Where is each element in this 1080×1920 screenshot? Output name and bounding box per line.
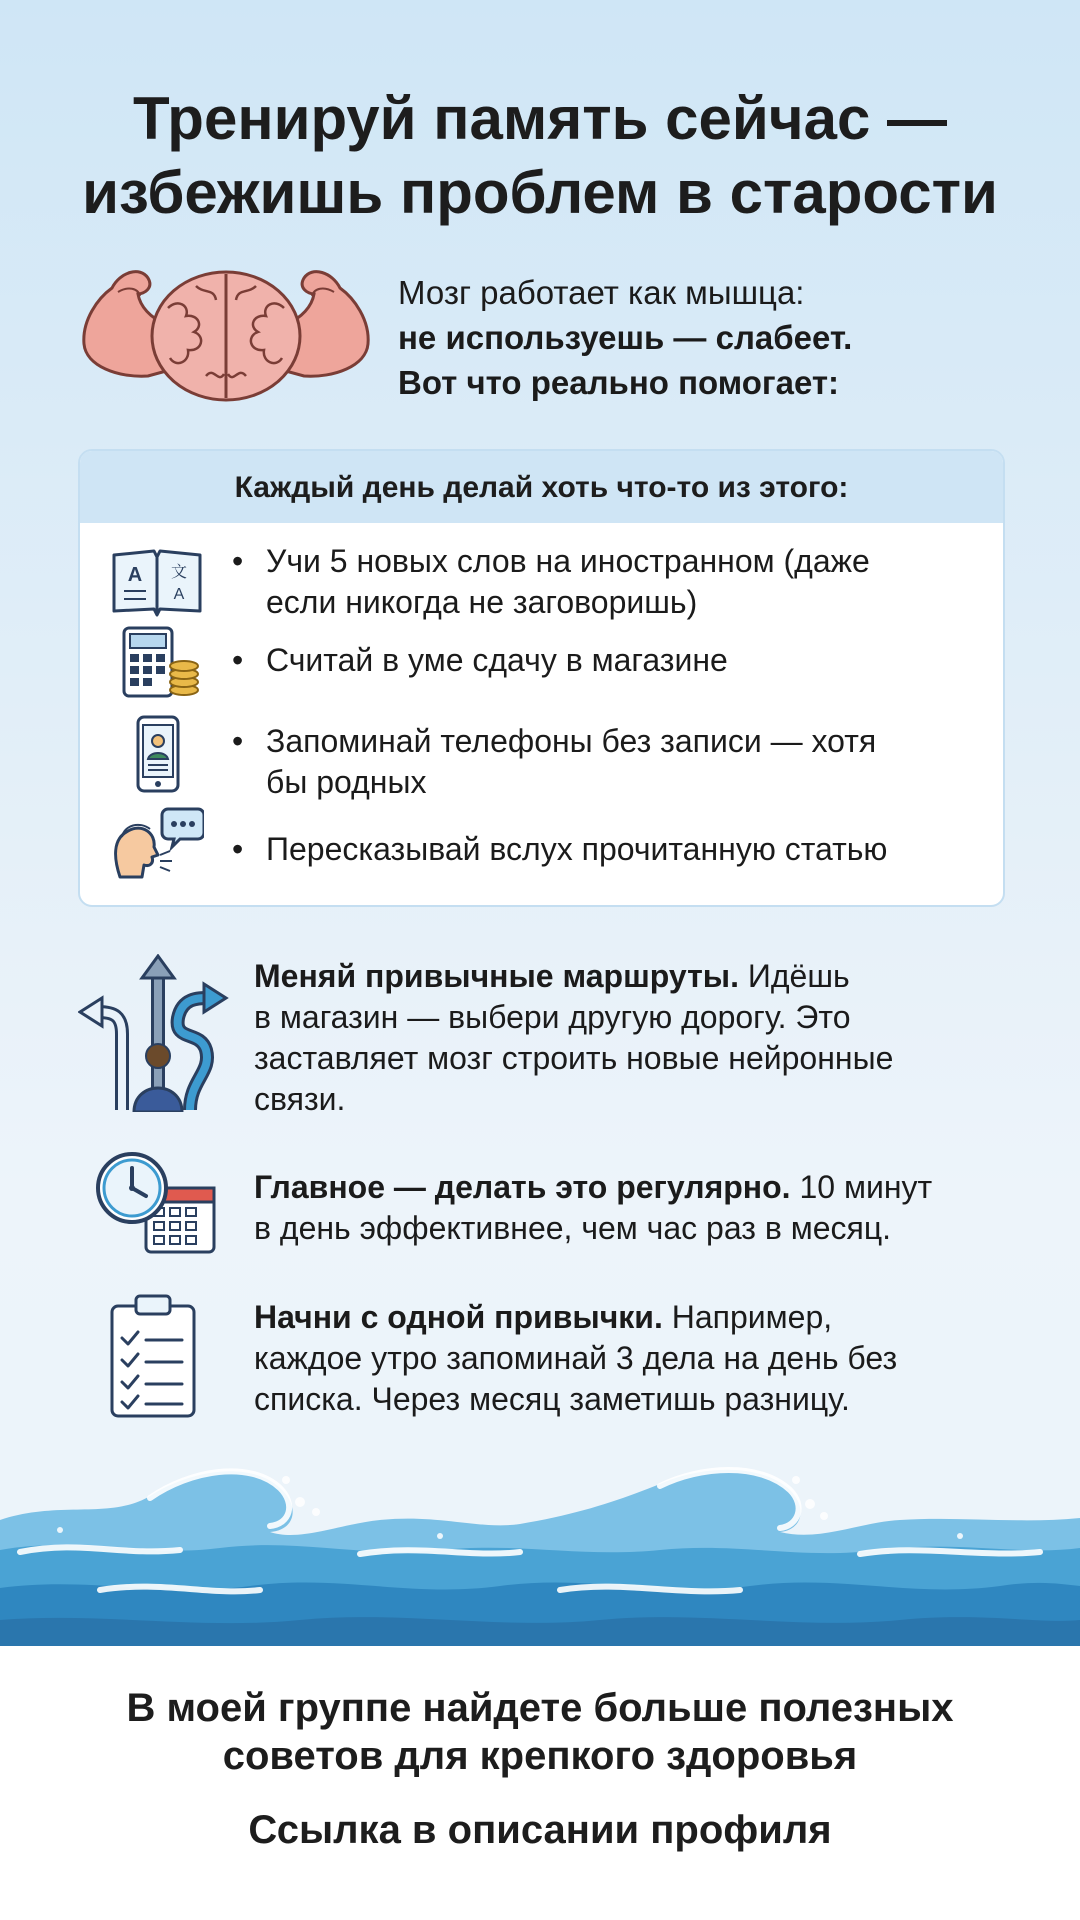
item-text: [266, 640, 986, 681]
intro-line-1: Мозг работает как мышца:: [398, 274, 805, 311]
svg-text:A: A: [127, 564, 143, 586]
tip-routes: [254, 956, 1014, 1120]
tip-regular: [254, 1167, 1014, 1249]
svg-text:文: 文: [170, 562, 188, 581]
list-item: [80, 721, 1003, 805]
svg-text:A: A: [173, 586, 185, 603]
item-text: [266, 721, 986, 803]
tip-line: связи.: [254, 1081, 346, 1117]
list-item: [80, 640, 1003, 700]
page-title: [40, 82, 1040, 230]
item-text: [266, 541, 986, 623]
footer: [0, 1646, 1080, 1920]
tip-text: 10 минут: [790, 1169, 933, 1205]
footer-promo: [0, 1684, 1080, 1780]
footer-line-1: В моей группе найдете больше полезных: [126, 1686, 954, 1730]
list-item: [80, 829, 1003, 889]
bullet: •: [232, 642, 244, 678]
card-heading: Каждый день делай хоть что-то из этого:: [80, 451, 1003, 523]
title-line-2: избежишь проблем в старости: [82, 159, 998, 226]
item-line: Считай в уме сдачу в магазине: [266, 642, 728, 678]
footer-line-2: советов для крепкого здоровья: [222, 1734, 858, 1778]
item-line: Пересказывай вслух прочитанную статью: [266, 831, 888, 867]
item-text: [266, 829, 986, 870]
tip-bold: Главное — делать это регулярно.: [254, 1169, 791, 1205]
muscle-brain-icon: [78, 258, 374, 410]
intro-line-3: Вот что реально помогает:: [398, 364, 840, 401]
clipboard-checklist-icon: [108, 1294, 198, 1420]
intro-text: [398, 270, 1038, 405]
tip-line: списка. Через месяц заметишь разницу.: [254, 1381, 850, 1417]
speaking-head-icon: [110, 803, 204, 879]
daily-activities-card: [78, 449, 1005, 907]
title-line-1: Тренируй память сейчас —: [132, 85, 948, 152]
list-item: [80, 541, 1003, 625]
item-line: Запоминай телефоны без записи — хотя: [266, 723, 877, 759]
tip-bold: Меняй привычные маршруты.: [254, 958, 739, 994]
sea-waves-illustration: [0, 1440, 1080, 1650]
item-line: Учи 5 новых слов на иностранном (даже: [266, 543, 870, 579]
tip-line: каждое утро запоминай 3 дела на день без: [254, 1340, 898, 1376]
tip-bold: Начни с одной привычки.: [254, 1299, 663, 1335]
tip-line: в день эффективнее, чем час раз в месяц.: [254, 1210, 892, 1246]
route-arrows-icon: [78, 954, 230, 1112]
tip-line: заставляет мозг строить новые нейронные: [254, 1040, 894, 1076]
tip-one-habit: [254, 1297, 1014, 1420]
phone-contact-icon: [110, 715, 204, 795]
intro-line-2: не используешь — слабеет.: [398, 319, 853, 356]
tip-text: Например,: [662, 1299, 833, 1335]
tip-line: в магазин — выбери другую дорогу. Это: [254, 999, 851, 1035]
item-line: бы родных: [266, 764, 427, 800]
bullet: •: [232, 543, 244, 579]
calculator-coins-icon: [110, 624, 204, 700]
clock-calendar-icon: [94, 1150, 218, 1258]
book-translate-icon: [110, 547, 204, 617]
item-line: если никогда не заговоришь): [266, 584, 698, 620]
tip-text: Идёшь: [738, 958, 850, 994]
bullet: •: [232, 723, 244, 759]
profile-link-text: Ссылка в описании профиля: [248, 1808, 832, 1852]
bullet: •: [232, 831, 244, 867]
